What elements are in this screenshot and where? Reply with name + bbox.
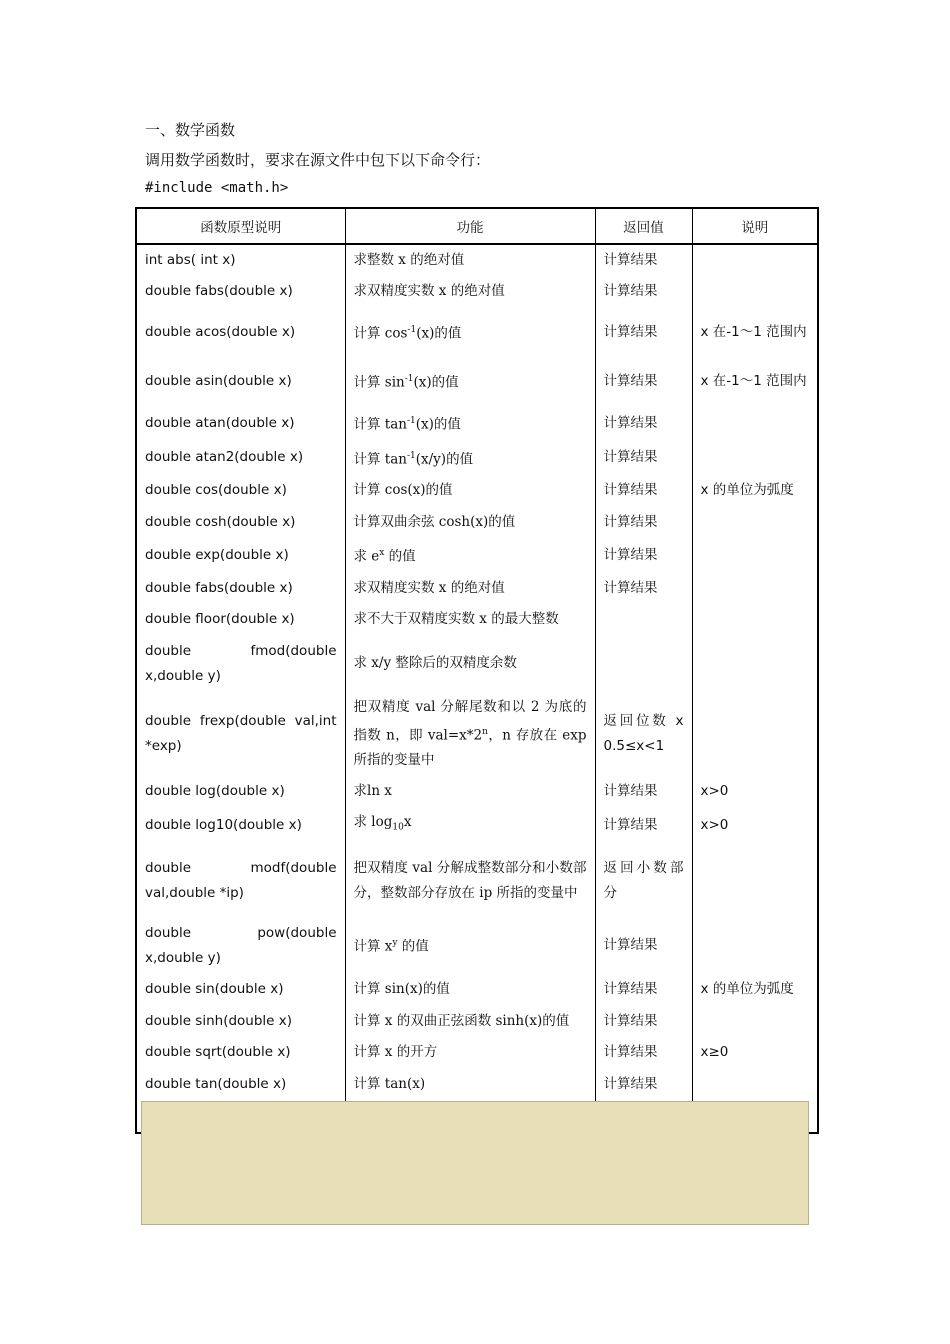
- superscript: y: [392, 938, 398, 949]
- prototype-cell: double sqrt(double x): [136, 1037, 345, 1069]
- function-text: 计算 tan: [353, 416, 407, 433]
- return-cell: 计算结果: [595, 974, 692, 1006]
- function-text: 计算 sin: [353, 374, 405, 391]
- function-text: 把双精度 val 分解尾数和以 2 为底的指数 n，即 val=x*2: [353, 698, 587, 743]
- function-cell: [345, 974, 595, 1006]
- superscript: -1: [407, 324, 417, 335]
- function-cell: [345, 573, 595, 604]
- function-text: 求 log: [353, 814, 393, 830]
- prototype-cell: double sinh(double x): [136, 1006, 345, 1037]
- note-cell: [692, 918, 818, 974]
- subscript: 10: [392, 822, 404, 833]
- function-text: 的值: [384, 548, 416, 565]
- function-text: 求 x/y 整除后的双精度余数: [353, 655, 517, 671]
- note-cell: [692, 1069, 818, 1101]
- prototype-cell: double log(double x): [136, 776, 345, 807]
- function-text: 求双精度实数 x 的绝对值: [353, 579, 505, 596]
- return-cell: 计算结果: [595, 475, 692, 506]
- return-cell: 计算结果: [595, 276, 692, 307]
- return-cell: 计算结果: [595, 573, 692, 604]
- function-cell: [345, 307, 595, 357]
- function-cell: [345, 506, 595, 538]
- function-text: (x/y)的值: [415, 451, 474, 467]
- header-function: 功能: [345, 208, 595, 244]
- function-cell: [345, 441, 595, 476]
- return-cell: 计算结果: [595, 506, 692, 538]
- function-text: 求双精度实数 x 的绝对值: [353, 283, 505, 299]
- function-cell: [345, 1069, 595, 1101]
- table-row: [136, 692, 818, 777]
- function-text: 计算 x 的开方: [353, 1044, 438, 1061]
- table-row: [136, 636, 818, 692]
- prototype-cell: double tan(double x): [136, 1069, 345, 1101]
- function-cell: [345, 604, 595, 636]
- prototype-cell: double asin(double x): [136, 357, 345, 406]
- function-text: 把双精度 val 分解成整数部分和小数部分，整数部分存放在 ip 所指的变量中: [353, 859, 587, 901]
- superscript: x: [379, 548, 385, 558]
- function-cell: [345, 692, 595, 777]
- header-note: 说明: [692, 208, 818, 244]
- return-cell: 计算结果: [595, 441, 692, 476]
- prototype-cell: double fabs(double x): [136, 573, 345, 604]
- return-cell: 返回小数部分: [595, 844, 692, 918]
- table-row: [136, 307, 818, 357]
- note-cell: [692, 1006, 818, 1037]
- table-row: [136, 573, 818, 604]
- math-functions-table: [135, 207, 819, 1134]
- function-text: 求ln x: [353, 783, 392, 799]
- table-row: [136, 475, 818, 506]
- function-text: x: [403, 814, 412, 830]
- table-row: [136, 276, 818, 307]
- function-cell: [345, 918, 595, 974]
- table-row: [136, 1037, 818, 1069]
- prototype-cell: double fmod(double x,double y): [136, 636, 345, 692]
- note-cell: [692, 692, 818, 777]
- note-cell: [692, 538, 818, 573]
- header-return: 返回值: [595, 208, 692, 244]
- note-cell: [692, 604, 818, 636]
- function-text: 计算 x 的双曲正弦函数 sinh(x)的值: [353, 1012, 570, 1029]
- prototype-cell: double fabs(double x): [136, 276, 345, 307]
- return-cell: 计算结果: [595, 538, 692, 573]
- function-cell: [345, 776, 595, 807]
- note-cell: [692, 573, 818, 604]
- prototype-cell: double pow(double x,double y): [136, 918, 345, 974]
- return-cell: [595, 636, 692, 692]
- function-text: 计算 cos: [353, 325, 408, 342]
- function-text: 求不大于双精度实数 x 的最大整数: [353, 611, 559, 627]
- superscript: -1: [404, 374, 414, 385]
- note-cell: [692, 276, 818, 307]
- table-row: [136, 918, 818, 974]
- note-cell: [692, 441, 818, 476]
- return-cell: 计算结果: [595, 776, 692, 807]
- header-prototype: 函数原型说明: [136, 208, 345, 244]
- function-text: 计算 cos(x)的值: [353, 482, 453, 498]
- return-cell: 计算结果: [595, 918, 692, 974]
- superscript: n: [482, 726, 488, 737]
- function-text: 计算 sin(x)的值: [353, 981, 450, 998]
- return-cell: 计算结果: [595, 357, 692, 406]
- table-row: [136, 974, 818, 1006]
- return-cell: 计算结果: [595, 307, 692, 357]
- shaded-box: [141, 1101, 809, 1225]
- function-cell: [345, 475, 595, 506]
- table-row: [136, 1006, 818, 1037]
- prototype-cell: double atan2(double x): [136, 441, 345, 476]
- prototype-cell: int abs( int x): [136, 244, 345, 276]
- function-cell: [345, 844, 595, 918]
- prototype-cell: double log10(double x): [136, 807, 345, 844]
- note-cell: x 的单位为弧度: [692, 475, 818, 506]
- return-cell: 计算结果: [595, 807, 692, 844]
- note-cell: x>0: [692, 776, 818, 807]
- prototype-cell: double cos(double x): [136, 475, 345, 506]
- function-text: 计算双曲余弦 cosh(x)的值: [353, 513, 516, 530]
- prototype-cell: double floor(double x): [136, 604, 345, 636]
- function-text: (x)的值: [416, 325, 462, 342]
- table-row: [136, 357, 818, 406]
- section-heading: 一、数学函数: [145, 121, 236, 139]
- superscript: -1: [406, 450, 416, 461]
- function-cell: [345, 807, 595, 844]
- function-text: 的值: [397, 938, 429, 955]
- table-body: [136, 244, 818, 1133]
- note-cell: [692, 406, 818, 441]
- return-cell: 返回位数 x 0.5≤x<1: [595, 692, 692, 777]
- prototype-cell: double acos(double x): [136, 307, 345, 357]
- function-cell: [345, 636, 595, 692]
- table-header-row: [136, 208, 818, 244]
- function-cell: [345, 357, 595, 406]
- function-text: 求整数 x 的绝对值: [353, 252, 465, 268]
- function-cell: [345, 1006, 595, 1037]
- note-cell: x 在-1～1 范围内: [692, 307, 818, 357]
- table-row: [136, 441, 818, 476]
- prototype-cell: double atan(double x): [136, 406, 345, 441]
- prototype-cell: double frexp(double val,int *exp): [136, 692, 345, 777]
- note-cell: x>0: [692, 807, 818, 844]
- function-cell: [345, 276, 595, 307]
- function-text: 计算 x: [353, 938, 393, 955]
- note-cell: [692, 506, 818, 538]
- note-cell: x 在-1～1 范围内: [692, 357, 818, 406]
- return-cell: 计算结果: [595, 1006, 692, 1037]
- function-text: 计算 tan: [353, 451, 407, 467]
- table-row: [136, 1069, 818, 1101]
- return-cell: 计算结果: [595, 244, 692, 276]
- function-cell: [345, 1037, 595, 1069]
- table-row: [136, 844, 818, 918]
- function-cell: [345, 406, 595, 441]
- prototype-cell: double cosh(double x): [136, 506, 345, 538]
- function-text: (x)的值: [413, 374, 459, 391]
- prototype-cell: double exp(double x): [136, 538, 345, 573]
- table-row: [136, 807, 818, 844]
- return-cell: 计算结果: [595, 406, 692, 441]
- superscript: -1: [406, 416, 416, 426]
- return-cell: 计算结果: [595, 1069, 692, 1101]
- table-row: [136, 604, 818, 636]
- table-row: [136, 776, 818, 807]
- intro-text: 调用数学函数时，要求在源文件中包下以下命令行：: [145, 151, 491, 169]
- table-row: [136, 538, 818, 573]
- function-text: (x)的值: [415, 416, 461, 433]
- note-cell: [692, 244, 818, 276]
- function-text: 计算 tan(x): [353, 1076, 426, 1093]
- note-cell: [692, 844, 818, 918]
- note-cell: x 的单位为弧度: [692, 974, 818, 1006]
- function-cell: [345, 244, 595, 276]
- note-cell: [692, 636, 818, 692]
- function-text: 求 e: [353, 548, 380, 565]
- function-cell: [345, 538, 595, 573]
- table-row: [136, 244, 818, 276]
- return-cell: [595, 604, 692, 636]
- include-directive: #include <math.h>: [145, 180, 289, 196]
- table-row: [136, 406, 818, 441]
- return-cell: 计算结果: [595, 1037, 692, 1069]
- note-cell: x≥0: [692, 1037, 818, 1069]
- table-row: [136, 506, 818, 538]
- prototype-cell: double sin(double x): [136, 974, 345, 1006]
- function-text: ，n 存放在 exp 所指的变量中: [353, 727, 587, 768]
- prototype-cell: double modf(double val,double *ip): [136, 844, 345, 918]
